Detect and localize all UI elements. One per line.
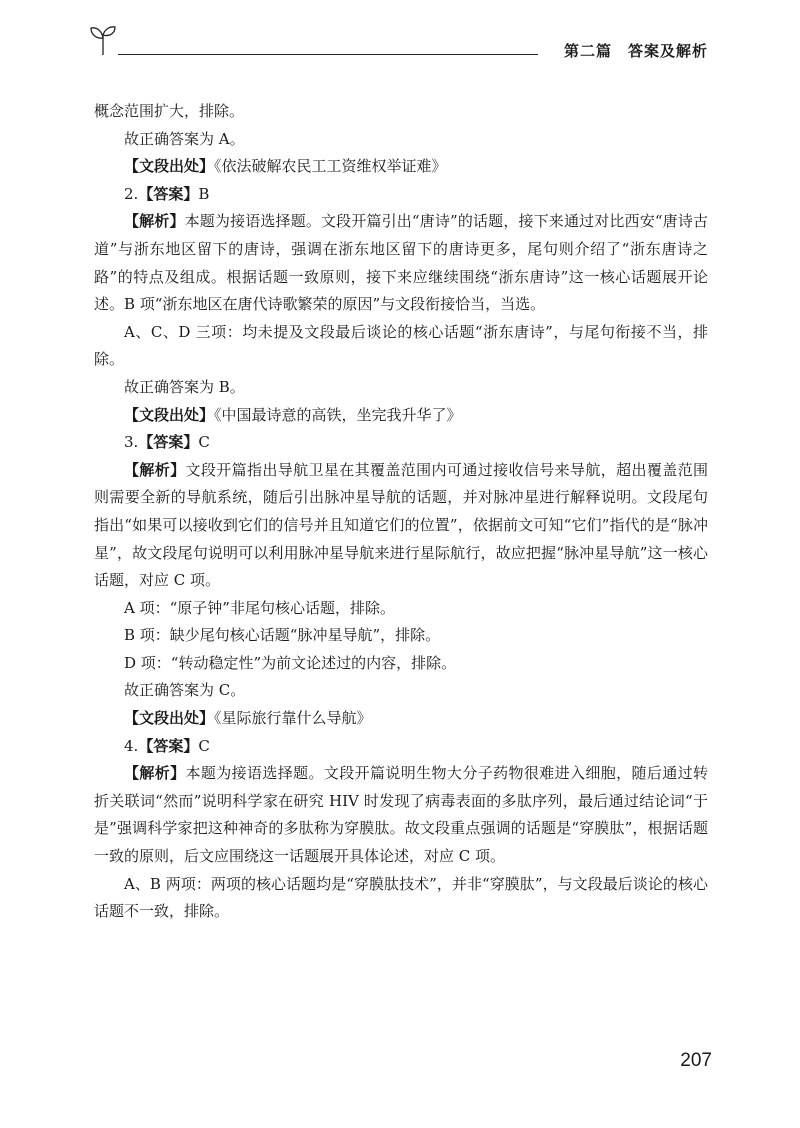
answer-tag: 【答案】 bbox=[138, 736, 199, 755]
source-tag: 【文段出处】 bbox=[124, 405, 215, 424]
answer-value: B bbox=[198, 184, 210, 203]
page-header bbox=[0, 0, 800, 70]
header-title: 第二篇 答案及解析 bbox=[563, 42, 708, 60]
question-number: 3. bbox=[124, 433, 139, 452]
analysis-tag: 【解析】 bbox=[124, 460, 186, 479]
paragraph: A、B 两项：两项的核心话题均是“穿膜肽技术”，并非“穿膜肽”，与文段最后谈论的核心话题不一致，排除。 bbox=[94, 874, 708, 921]
option-note: D 项：“转动稳定性”为前文论述过的内容，排除。 bbox=[124, 653, 457, 672]
answer-value: C bbox=[198, 736, 210, 755]
analysis-tag: 【解析】 bbox=[124, 212, 185, 231]
answer-heading bbox=[94, 429, 708, 457]
answer-value: C bbox=[198, 433, 210, 452]
header-rule bbox=[118, 54, 538, 55]
analysis-paragraph bbox=[94, 208, 708, 318]
answer-heading bbox=[94, 181, 708, 209]
source-title: 《依法破解农民工工资维权举证难》 bbox=[214, 157, 447, 176]
analysis-tag: 【解析】 bbox=[124, 764, 186, 783]
source-title: 《星际旅行靠什么导航》 bbox=[214, 709, 372, 728]
analysis-paragraph bbox=[94, 457, 708, 595]
analysis-text: 本题为接语选择题。文段开篇说明生物大分子药物很难进入细胞，随后通过转折关联词“然而”说明科学家在研究 HIV 时发现了病毒表面的多肽序列，最后通过结论词“于是”强调科学家把这种神奇的多肽称为穿膜肽。故文段重点强调的话题是“穿膜肽”，根据话题一致的原则，后文应围绕这一话题展开具体论述，对应 C 项。 bbox=[94, 764, 708, 866]
analysis-text: 文段开篇指出导航卫星在其覆盖范围内可通过接收信号来导航，超出覆盖范围则需要全新的导航系统，随后引出脉冲星导航的话题，并对脉冲星进行解释说明。文段尾句指出“如果可以接收到它们的信号并且知道它们的位置”，依据前文可知“它们”指代的是“脉冲星”，故文段尾句说明可以利用脉冲星导航来进行星际航行，故应把握“脉冲星导航”这一核心话题，对应 C 项。 bbox=[94, 460, 708, 590]
answer-line: 故正确答案为 A。 bbox=[124, 129, 245, 148]
paragraph: 概念范围扩大，排除。 bbox=[94, 102, 245, 120]
analysis-text: 本题为接语选择题。文段开篇引出“唐诗”的话题，接下来通过对比西安“唐诗古道”与浙东地区留下的唐诗，强调在浙东地区留下的唐诗更多，尾句则介绍了“浙东唐诗之路”的特点及组成。根据话题一致原则，接下来应继续围绕“浙东唐诗”这一核心话题展开论述。B 项“浙东地区在唐代诗歌繁荣的原因”与文段衔接恰当，当选。 bbox=[94, 212, 708, 314]
source-line bbox=[94, 153, 708, 181]
source-tag: 【文段出处】 bbox=[124, 709, 215, 728]
source-line bbox=[94, 705, 708, 733]
option-note: A 项：“原子钟”非尾句核心话题，排除。 bbox=[124, 598, 395, 617]
source-title: 《中国最诗意的高铁，坐完我升华了》 bbox=[214, 405, 462, 424]
question-number: 2. bbox=[124, 184, 139, 203]
question-number: 4. bbox=[124, 736, 139, 755]
page-number: 207 bbox=[680, 1050, 712, 1071]
answer-line: 故正确答案为 B。 bbox=[124, 377, 245, 396]
page-body bbox=[94, 98, 708, 926]
answer-tag: 【答案】 bbox=[138, 184, 199, 203]
source-line bbox=[94, 402, 708, 430]
answer-line: 故正确答案为 C。 bbox=[124, 681, 246, 700]
answer-heading bbox=[94, 733, 708, 761]
option-note: B 项：缺少尾句核心话题“脉冲星导航”，排除。 bbox=[124, 626, 441, 645]
analysis-paragraph bbox=[94, 760, 708, 870]
paragraph: A、C、D 三项：均未提及文段最后谈论的核心话题“浙东唐诗”，与尾句衔接不当，排除。 bbox=[94, 322, 708, 369]
answer-tag: 【答案】 bbox=[138, 433, 199, 452]
source-tag: 【文段出处】 bbox=[124, 157, 215, 176]
sprout-icon bbox=[88, 22, 118, 56]
